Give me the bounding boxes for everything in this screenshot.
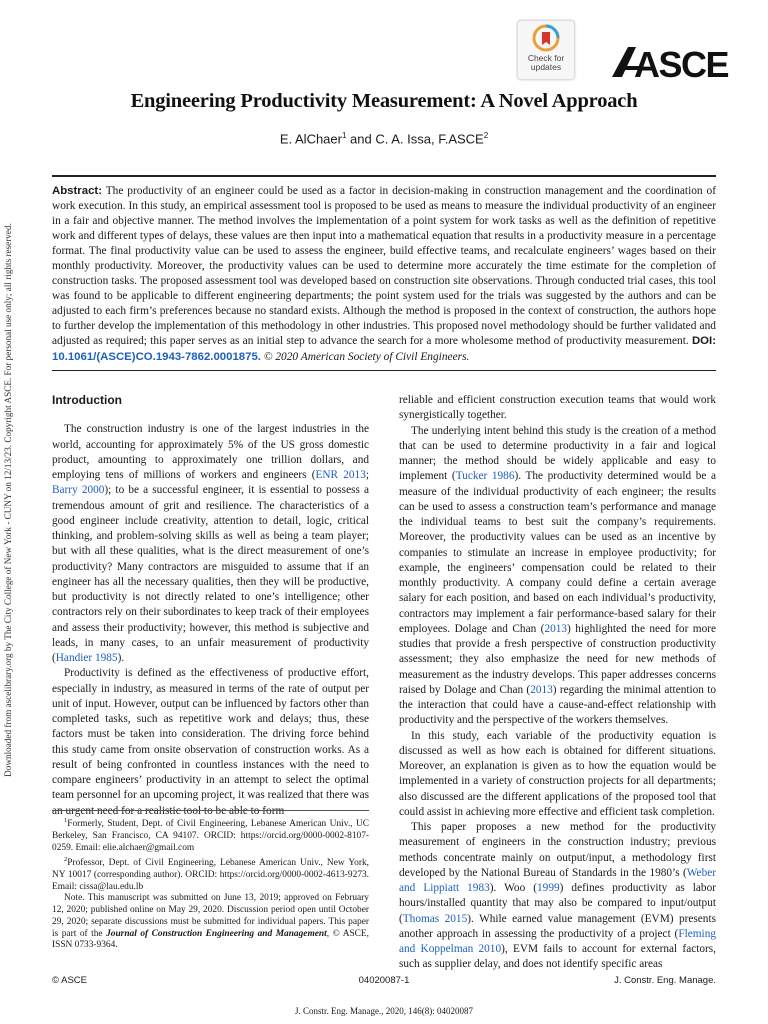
doi-link[interactable]: 10.1061/(ASCE)CO.1943-7862.0001875. [52,350,261,363]
side-download-note [0,0,16,1024]
r3-text-c: ) defines productivity as labor hours/installed quantity that may also be compared to input/output ( [399,882,716,925]
abstract-section [52,175,716,371]
authors [0,131,768,146]
right-paragraph-3 [399,820,716,973]
footnote-1-text: Formerly, Student, Dept. of Civil Engineering, Lebanese American Univ., UC Berkeley, San Francisco, CA 94107. ORCID: https://orcid.org/0000-0002-8107-0259. Email: elie.alchaer@gmail.com [52,819,369,853]
footnote-1 [52,815,369,854]
doi-label: DOI: [691,335,716,348]
p1-text-b: ); to be a successful engineer, it is essential to possess a tremendous amount of grit and resilience. The characteristics of a good engineer include creativity, attention to detail, logic, critical thinking, and problem-solving skills as well as being a team player; but with all these qualities, what is the direct measurement of one’s productivity? Many contractors are misguided to assume that if an engineer has all the necessary qualities, then they will be productive, but productivity is not directly related to one’s intelligence; other contractors rely on their subordinates to keep track of their employees and assess their productivity; however, this method is subjective and leads, in many cases, to an unfair measurement of productivity ( [52,484,370,664]
check-for-updates-badge[interactable] [517,20,575,80]
ref-weber-1983[interactable]: Weber and Lippiatt 1983 [399,866,716,894]
r1-text-d: ) regarding the minimal attention to the interaction that could have a cause-and-effect relationship with productivity and the perspective of the workers themselves. [399,683,716,727]
asce-logo [612,44,729,85]
download-note-text: Downloaded from ascelibrary.org by The City College of New York - CUNY on 12/13/23. Copyright ASCE. For personal use only; all rights reserved. [3,223,13,777]
check-updates-label [518,54,574,72]
note-text-a: Note. This manuscript was submitted on June 13, 2019; approved on February 12, 2020; published online on May 29, 2020. Discussion period open until October 29, 2020; separate discussions must be submitted for individual papers. This paper is part of the [52,893,369,939]
author-2-affil: 2 [483,131,489,140]
abstract-body: The productivity of an engineer could be used as a factor in decision-making in construction management and the coordination of work execution. In this study, an empirical assessment tool is proposed to be used as means to measure the individual productivity of an engineer in a fair and objective manner. The method involves the implementation of a point system for work tasks as well as the definition of repetitive work and different types of delays, these values are then input into a mathematical equation that results in a productivity measure in a percentage format. The final productivity value can be used to assess the engineer, build effective teams, and recalculate engineers’ wages based on their monthly productivity. Moreover, the productivity values can be used to determine more accurately the time estimate for the completion of construction tasks. The proposed assessment tool was developed based on construction site observations. Through conducted trial cases, this tool was found to be applicable to different engineering departments; the point system used for the trials was suggested by the authors and can be adjusted to each firm’s preferences because no standard exists. Although the method is proposed in the context of construction, the authors hope to further develop the implementation of this methodology in other industries. This proposed novel methodology should be further validated and adjusted as required; this paper serves as an initial step to advance the search for a more wholesome method of productivity measurement. [52,185,716,348]
p1-sep: ; [365,469,369,481]
r1-text-a: The underlying intent behind this study is the creation of a method that can be used to determine productivity in a fair and logical manner; the method should be widely applicable and easy to implement ( [399,424,716,483]
r1-text-c: ) highlighted the need for more studies that provide a fresh perspective of construction productivity assessment; they also emphasize the need for new methods of measurement as the industry develops. This paper addresses concerns raised by Dolage and Chan ( [399,622,716,696]
p1-text-c: ). [117,652,125,664]
ref-fleming-2010[interactable]: Fleming and Koppelman 2010 [399,927,716,955]
intro-paragraph-1 [52,422,369,666]
ref-barry-2000[interactable]: Barry 2000 [52,484,105,497]
left-column [52,393,369,819]
footer-page-id: 04020087-1 [358,975,410,986]
footnote-1-mark: 1 [64,817,68,824]
ref-dolage-2013-a[interactable]: 2013 [544,622,568,635]
check-updates-icon [533,25,559,53]
journal-name: Journal of Construction Engineering and Management [106,928,327,939]
footer-copyright: © ASCE [52,975,87,986]
footnote-2 [52,854,369,893]
r3-text-e: ), EVM fails to account for external factors, such as supplier delay, and does not identify specific areas [399,943,716,971]
r1-text-b: ). The productivity determined would be a measure of the individual productivity of each engineer; the results can be used to assess a construction team’s performance and manage the individual teams to best suit the company’s requirements. Moreover, the productivity values can be used as an incentive by companies to stimulate an increase in employee productivity; for example, the engineers’ compensation could be related to their monthly productivity. A company could define a certain average salary for each position, and based on each individual’s productivity, contractors may implement a fair performance-based salary for their employees. Dolage and Chan ( [399,470,716,635]
ref-woo-1999[interactable]: 1999 [537,882,560,894]
abstract-text [52,184,716,365]
note-text-b: , © ASCE, ISSN 0733-9364. [52,928,369,951]
r3-text-b: ). Woo ( [489,882,538,894]
r3-text-d: ). While earned value management (EVM) presents another approach in assessing the productivity of a project ( [399,912,716,940]
r3-text-a: This paper proposes a new method for the productivity measurement of engineers in the construction industry; previous methods concentrate mainly on output/input, a methodology first developed by the National Bureau of Standards in the 1980’s ( [399,821,716,879]
abstract-copyright: © 2020 American Society of Civil Engineers. [260,350,470,363]
ref-handier-1985[interactable]: Handier 1985 [55,652,118,664]
check-updates-line1: Check for [527,53,565,63]
manuscript-note [52,893,369,952]
author-1: E. AlChaer [279,131,342,147]
author-1-affil: 1 [341,131,347,140]
abstract-label: Abstract: [52,185,103,197]
right-paragraph-0: reliable and efficient construction execution teams that would work synergistically together. [399,394,716,422]
author-2: and C. A. Issa, F.ASCE [346,131,484,147]
paper-title: Engineering Productivity Measurement: A Novel Approach [130,90,638,112]
ref-tucker-1986[interactable]: Tucker 1986 [455,470,515,483]
right-column [399,393,716,973]
citation-line: J. Constr. Eng. Manage., 2020, 146(8): 04020087 [295,1006,473,1016]
footer-journal: J. Constr. Eng. Manage. [614,975,716,986]
ref-dolage-2013-b[interactable]: 2013 [530,683,553,696]
ref-enr-2013[interactable]: ENR 2013 [315,469,366,481]
asce-logo-text: ASCE [634,44,729,85]
p1-text-a: The construction industry is one of the largest industries in the world, accounting for approximately 5% of the US gross domestic product, amounting to approximately one trillion dollars, and employing tens of millions of workers and engineers ( [52,423,369,481]
footnote-2-mark: 2 [64,856,68,864]
footnotes [52,810,369,952]
right-paragraph-1 [399,424,716,729]
intro-paragraph-2: Productivity is defined as the effectiveness of productive effort, especially in industry, as measured in terms of the rate of output per unit of input. However, output can be influenced by factors other than completed tasks, such as repetitive work and delays; thus, these factors must be taken into consideration. The driving force behind this study came from onsite observation of construction works. As a result of being confronted in countless instances with the need to compare engineers’ productivity in an attempt to select the optimal team personnel for an upcoming project, it was realized that there was an urgent need for a realistic tool to be able to form [52,667,369,817]
intro-heading: Introduction [52,393,122,407]
right-paragraph-2: In this study, each variable of the productivity equation is discussed as well as how each is obtained for different situations. Moreover, an explanation is given as to how the equation would be implemented in a variety of construction projects for all departments; also discussed are the different applications of the proposed tool that could assist in achieving more effective and efficient task completion. [399,729,716,818]
check-updates-line2: updates [530,62,562,72]
footnote-2-text: Professor, Dept. of Civil Engineering, Lebanese American Univ., New York, NY 10017 (corresponding author). ORCID: https://orcid.org/0000-0002-4613-9273. Email: cissa@lau.edu.lb [52,858,369,892]
ref-thomas-2015[interactable]: Thomas 2015 [402,912,468,925]
